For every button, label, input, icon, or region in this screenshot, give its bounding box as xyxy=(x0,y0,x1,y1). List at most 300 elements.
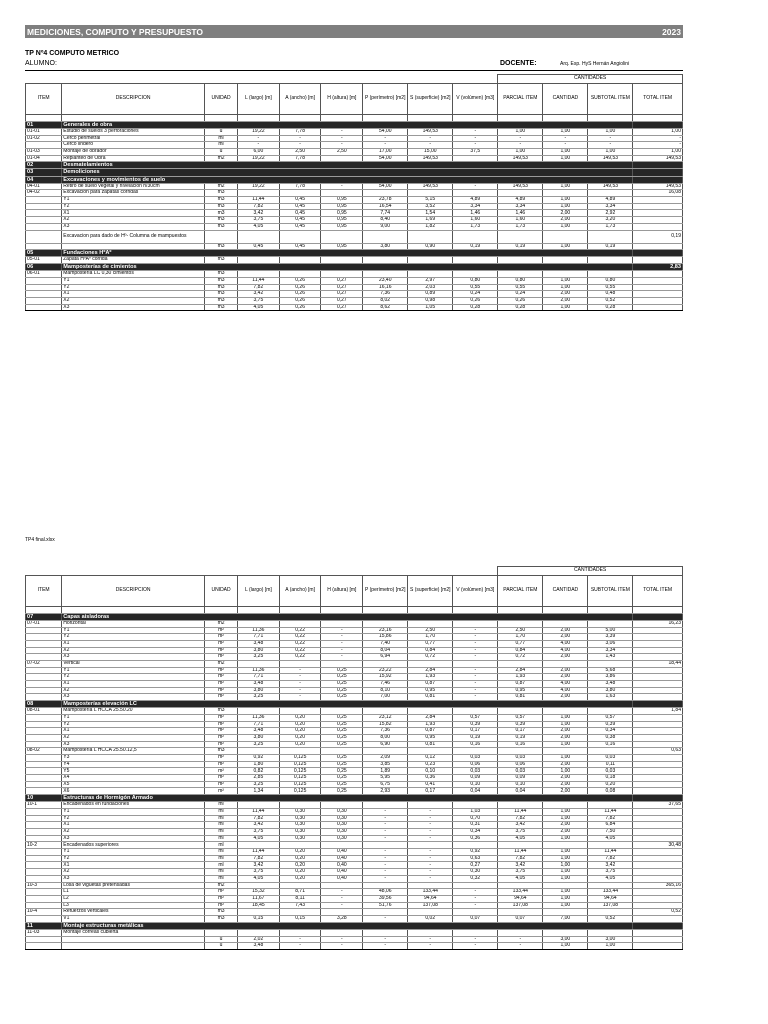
cell-description: Y2 xyxy=(62,815,205,822)
cell-unit: m² xyxy=(205,741,238,748)
cell-largo: 3,75 xyxy=(238,869,280,876)
cell-superficie xyxy=(408,230,453,243)
cell-parcial: 0,24 xyxy=(498,291,543,298)
cell-item-code xyxy=(26,674,62,681)
cell-largo: 11,36 xyxy=(238,627,280,634)
table-row xyxy=(26,734,683,741)
cell-cantidad: 7,00 xyxy=(543,915,588,922)
header-spacer xyxy=(408,567,453,576)
cell-total: 365,16 xyxy=(633,882,683,889)
cell-parcial xyxy=(498,909,543,916)
cell-ancho: 0,20 xyxy=(279,869,321,876)
blank-row xyxy=(26,115,683,122)
table-row xyxy=(26,781,683,788)
cell-subtotal: 0,08 xyxy=(588,788,633,795)
cell-ancho: 0,30 xyxy=(279,822,321,829)
cell-total: 16,23 xyxy=(633,620,683,627)
column-header-ancho: A (ancho) [m] xyxy=(279,576,321,607)
cell-superficie xyxy=(408,271,453,278)
table-row xyxy=(26,936,683,943)
cell-cantidad: 4,00 xyxy=(543,647,588,654)
cell-largo: 7,82 xyxy=(238,284,280,291)
cell-ancho: 7,43 xyxy=(279,902,321,909)
cell-perimetro: - xyxy=(363,815,408,822)
cell-ancho: - xyxy=(279,135,321,142)
cell-volumen: 0,32 xyxy=(453,875,498,882)
cell-subtotal xyxy=(588,708,633,715)
cell-description: Y3 xyxy=(62,755,205,762)
cell-unit: m² xyxy=(205,768,238,775)
cell-item-code xyxy=(26,741,62,748)
cell-volumen: 0,92 xyxy=(453,849,498,856)
cell-altura xyxy=(321,802,363,809)
cell-ancho: 0,26 xyxy=(279,277,321,284)
cell-unit: ml xyxy=(205,875,238,882)
cell-superficie xyxy=(408,620,453,627)
cell-subtotal: - xyxy=(588,135,633,142)
cell-description: Montaje de obrador xyxy=(62,148,205,155)
cell-unit: m3 xyxy=(205,257,238,264)
cell-volumen xyxy=(453,660,498,667)
cell-cantidad xyxy=(543,909,588,916)
cell-altura xyxy=(321,708,363,715)
cell-description: X3 xyxy=(62,741,205,748)
cell-altura: 0,95 xyxy=(321,210,363,217)
cell-largo: - xyxy=(238,142,280,149)
cell-total xyxy=(633,849,683,856)
cell-description: Losa de viguetas pretensadas xyxy=(62,882,205,889)
cell-ancho xyxy=(279,660,321,667)
cell-subtotal: 4,05 xyxy=(588,835,633,842)
header-spacer xyxy=(408,75,453,84)
cell-volumen: - xyxy=(453,128,498,135)
cell-volumen: 0,09 xyxy=(453,775,498,782)
table-row xyxy=(26,775,683,782)
tp-heading: TP Nº4 COMPUTO METRICO xyxy=(25,50,120,57)
cell-ancho xyxy=(279,882,321,889)
cell-superficie: - xyxy=(408,943,453,950)
section-code: 03 xyxy=(26,169,62,176)
cell-ancho: 0,30 xyxy=(279,815,321,822)
cell-total xyxy=(633,654,683,661)
cell-subtotal: 1,63 xyxy=(588,694,633,701)
column-header-volumen: V (volúmen) [m3] xyxy=(453,84,498,115)
cell-cantidad xyxy=(543,708,588,715)
cantidades-header: CANTIDADES xyxy=(498,567,683,576)
cell-parcial: 137,08 xyxy=(498,902,543,909)
cell-unit: m3 xyxy=(205,223,238,230)
cell-largo: 4,05 xyxy=(238,304,280,311)
cell-subtotal xyxy=(588,271,633,278)
cell-perimetro xyxy=(363,909,408,916)
cell-description: Y2 xyxy=(62,855,205,862)
cell-unit: m3 xyxy=(205,197,238,204)
table-row xyxy=(26,634,683,641)
cell-altura: 0,25 xyxy=(321,667,363,674)
cell-largo: 3,48 xyxy=(238,943,280,950)
cell-item-code xyxy=(26,862,62,869)
cell-superficie xyxy=(408,708,453,715)
table-row xyxy=(26,902,683,909)
cell-parcial: 0,80 xyxy=(498,277,543,284)
cell-perimetro: 7,36 xyxy=(363,728,408,735)
cell-subtotal: 11,44 xyxy=(588,808,633,815)
cell-cantidad: 2,00 xyxy=(543,627,588,634)
cell-perimetro: 51,76 xyxy=(363,902,408,909)
cell-item-code xyxy=(26,142,62,149)
cell-item-code xyxy=(26,223,62,230)
cell-ancho: 0,45 xyxy=(279,197,321,204)
cell-altura xyxy=(321,620,363,627)
cell-perimetro: 7,40 xyxy=(363,640,408,647)
cell-subtotal: 2,92 xyxy=(588,210,633,217)
table-row xyxy=(26,849,683,856)
table-row xyxy=(26,694,683,701)
cell-superficie: 0,10 xyxy=(408,768,453,775)
cell-description: Y1 xyxy=(62,277,205,284)
cell-total: 0,63 xyxy=(633,748,683,755)
cell-cantidad: 2,00 xyxy=(543,694,588,701)
cell-cantidad xyxy=(543,802,588,809)
cell-largo: 19,22 xyxy=(238,128,280,135)
cell-ancho: 0,20 xyxy=(279,741,321,748)
cell-largo: 0,92 xyxy=(238,755,280,762)
cell-perimetro: 3,85 xyxy=(363,761,408,768)
cell-subtotal: 0,48 xyxy=(588,291,633,298)
cell-cantidad: 2,00 xyxy=(543,217,588,224)
cell-superficie xyxy=(408,257,453,264)
cell-largo xyxy=(238,271,280,278)
cell-cantidad: 1,00 xyxy=(543,714,588,721)
cell-description: Cerco perimetral xyxy=(62,135,205,142)
cell-unit: ml xyxy=(205,135,238,142)
header-row-columns xyxy=(26,576,683,607)
table-row xyxy=(26,297,683,304)
cell-parcial: 0,26 xyxy=(498,297,543,304)
cell-superficie: 133,44 xyxy=(408,889,453,896)
table-row xyxy=(26,755,683,762)
section-code: 11 xyxy=(26,922,62,929)
cell-volumen: - xyxy=(453,135,498,142)
cell-parcial: 0,17 xyxy=(498,728,543,735)
cell-total xyxy=(633,223,683,230)
cell-volumen xyxy=(453,190,498,197)
section-total xyxy=(633,162,683,169)
cell-altura xyxy=(321,929,363,936)
column-header-total: TOTAL ITEM xyxy=(633,84,683,115)
cell-largo xyxy=(238,230,280,243)
cell-cantidad: 1,00 xyxy=(543,277,588,284)
cell-parcial: 3,34 xyxy=(498,203,543,210)
cell-perimetro: 2,09 xyxy=(363,755,408,762)
cell-ancho: 0,20 xyxy=(279,875,321,882)
cell-ancho: - xyxy=(279,936,321,943)
cell-perimetro: 23,40 xyxy=(363,277,408,284)
cell-volumen xyxy=(453,748,498,755)
cell-ancho: 0,22 xyxy=(279,647,321,654)
cell-item-code xyxy=(26,788,62,795)
cell-parcial xyxy=(498,802,543,809)
cell-perimetro: 8,00 xyxy=(363,734,408,741)
table-row xyxy=(26,284,683,291)
cell-altura: - xyxy=(321,183,363,190)
cell-volumen: 0,80 xyxy=(453,277,498,284)
cell-unit: m3 xyxy=(205,217,238,224)
cell-cantidad: 1,00 xyxy=(543,243,588,250)
cell-perimetro: - xyxy=(363,943,408,950)
cell-total xyxy=(633,741,683,748)
cell-superficie: 94,64 xyxy=(408,895,453,902)
cell-volumen: 0,55 xyxy=(453,284,498,291)
cell-largo: 3,80 xyxy=(238,734,280,741)
cell-item-code xyxy=(26,647,62,654)
cell-ancho: - xyxy=(279,694,321,701)
cell-total xyxy=(633,271,683,278)
cell-description: Estudio de suelos 3 perforaciones xyxy=(62,128,205,135)
cell-unit: m3 xyxy=(205,271,238,278)
cell-description: X1 xyxy=(62,291,205,298)
cell-perimetro: 15,92 xyxy=(363,674,408,681)
cell-superficie: 0,90 xyxy=(408,243,453,250)
cell-item-code xyxy=(26,768,62,775)
cell-perimetro: 17,00 xyxy=(363,148,408,155)
cell-perimetro: 6,94 xyxy=(363,654,408,661)
cell-item-code: 10-3 xyxy=(26,882,62,889)
cell-total xyxy=(633,889,683,896)
cell-volumen xyxy=(453,620,498,627)
cell-parcial: 0,09 xyxy=(498,775,543,782)
cell-perimetro: 16,16 xyxy=(363,284,408,291)
cell-largo: 1,34 xyxy=(238,788,280,795)
cell-description: X2 xyxy=(62,217,205,224)
cell-volumen: - xyxy=(453,627,498,634)
cell-total xyxy=(633,815,683,822)
cell-altura: - xyxy=(321,654,363,661)
cell-perimetro xyxy=(363,190,408,197)
cell-perimetro: 54,00 xyxy=(363,128,408,135)
cell-superficie xyxy=(408,842,453,849)
cell-superficie: - xyxy=(408,135,453,142)
cell-total xyxy=(633,197,683,204)
cell-subtotal: 3,80 xyxy=(588,687,633,694)
cell-cantidad: 2,00 xyxy=(543,667,588,674)
cell-parcial xyxy=(498,748,543,755)
section-row xyxy=(26,176,683,183)
cell-superficie: 15,00 xyxy=(408,148,453,155)
cell-largo xyxy=(238,929,280,936)
cell-parcial: - xyxy=(498,943,543,950)
cell-cantidad: 1,00 xyxy=(543,284,588,291)
cell-total xyxy=(633,217,683,224)
cell-volumen xyxy=(453,882,498,889)
section-code: 06 xyxy=(26,264,62,271)
table-row xyxy=(26,855,683,862)
cell-altura: 0,25 xyxy=(321,741,363,748)
section-row xyxy=(26,250,683,257)
cell-perimetro: - xyxy=(363,835,408,842)
document-year: 2023 xyxy=(662,26,681,37)
cell-subtotal: 0,16 xyxy=(588,741,633,748)
table-row xyxy=(26,768,683,775)
cell-description: L3 xyxy=(62,902,205,909)
cell-volumen: - xyxy=(453,634,498,641)
cell-unit: m² xyxy=(205,687,238,694)
cell-perimetro: - xyxy=(363,936,408,943)
cell-altura: - xyxy=(321,936,363,943)
cell-altura: 0,95 xyxy=(321,223,363,230)
cell-cantidad: 1,00 xyxy=(543,849,588,856)
cell-ancho: 0,30 xyxy=(279,808,321,815)
cell-perimetro: 6,75 xyxy=(363,781,408,788)
cell-superficie: 3,52 xyxy=(408,203,453,210)
cell-cantidad: 2,00 xyxy=(543,297,588,304)
cell-item-code xyxy=(26,694,62,701)
cell-largo: 3,42 xyxy=(238,291,280,298)
cell-subtotal: 133,44 xyxy=(588,889,633,896)
cell-total xyxy=(633,687,683,694)
cell-ancho: 0,45 xyxy=(279,217,321,224)
cell-total xyxy=(633,291,683,298)
cell-total xyxy=(633,304,683,311)
cell-superficie: 2,84 xyxy=(408,714,453,721)
cell-altura: 0,40 xyxy=(321,869,363,876)
computo-table-page-2 xyxy=(25,566,683,950)
cell-parcial: - xyxy=(498,936,543,943)
cell-subtotal: 0,34 xyxy=(588,728,633,735)
cell-parcial: 1,00 xyxy=(498,128,543,135)
cell-cantidad: 2,00 xyxy=(543,761,588,768)
cell-ancho: 0,45 xyxy=(279,203,321,210)
cell-subtotal: 3,06 xyxy=(588,640,633,647)
cell-cantidad: 1,00 xyxy=(543,855,588,862)
section-row xyxy=(26,922,683,929)
cell-description: Encadenados superiores xyxy=(62,842,205,849)
table-row xyxy=(26,875,683,882)
cell-parcial: 1,46 xyxy=(498,210,543,217)
cell-ancho: - xyxy=(279,674,321,681)
cell-volumen: - xyxy=(453,902,498,909)
cell-unit: m² xyxy=(205,674,238,681)
cell-description: X1 xyxy=(62,822,205,829)
cell-largo xyxy=(238,190,280,197)
cell-subtotal: 1,43 xyxy=(588,654,633,661)
cell-perimetro: 9,00 xyxy=(363,223,408,230)
cell-cantidad: 2,00 xyxy=(543,775,588,782)
cell-description: X1 xyxy=(62,640,205,647)
cell-parcial: - xyxy=(498,142,543,149)
cell-ancho: 0,20 xyxy=(279,849,321,856)
header-spacer xyxy=(238,75,280,84)
cell-total xyxy=(633,674,683,681)
cell-largo: 11,67 xyxy=(238,895,280,902)
cell-volumen: 0,57 xyxy=(453,714,498,721)
cell-cantidad: 2,00 xyxy=(543,634,588,641)
cell-largo: 3,48 xyxy=(238,728,280,735)
cell-item-code xyxy=(26,243,62,250)
cell-volumen: 0,19 xyxy=(453,243,498,250)
cell-superficie xyxy=(408,802,453,809)
cell-parcial: 3,75 xyxy=(498,869,543,876)
table-row xyxy=(26,640,683,647)
cell-perimetro: 8,04 xyxy=(363,647,408,654)
cell-volumen: 0,36 xyxy=(453,835,498,842)
table-row xyxy=(26,835,683,842)
cell-perimetro: - xyxy=(363,808,408,815)
cell-largo: 19,22 xyxy=(238,183,280,190)
cell-item-code xyxy=(26,895,62,902)
cell-total xyxy=(633,829,683,836)
column-header-total: TOTAL ITEM xyxy=(633,576,683,607)
cell-superficie xyxy=(408,660,453,667)
cell-altura: 3,28 xyxy=(321,915,363,922)
section-total xyxy=(633,176,683,183)
cell-unit: m² xyxy=(205,902,238,909)
table-row xyxy=(26,687,683,694)
column-header-volumen: V (volúmen) [m3] xyxy=(453,576,498,607)
table-row xyxy=(26,277,683,284)
column-header-item: ITEM xyxy=(26,84,62,115)
cell-unit: ml xyxy=(205,802,238,809)
section-title: Generales de obra xyxy=(62,121,633,128)
cell-subtotal: 3,39 xyxy=(588,634,633,641)
cell-parcial: 0,39 xyxy=(498,721,543,728)
cell-volumen: 0,70 xyxy=(453,815,498,822)
cell-cantidad: 2,00 xyxy=(543,734,588,741)
cell-cantidad: 1,00 xyxy=(543,889,588,896)
cell-ancho xyxy=(279,708,321,715)
cell-volumen: 0,17 xyxy=(453,728,498,735)
cell-total xyxy=(633,855,683,862)
cell-unit: m2 xyxy=(205,155,238,162)
cell-perimetro xyxy=(363,271,408,278)
cell-superficie: - xyxy=(408,815,453,822)
cell-largo: 4,05 xyxy=(238,223,280,230)
cell-altura: - xyxy=(321,895,363,902)
cell-parcial: 11,44 xyxy=(498,849,543,856)
cell-altura: 0,40 xyxy=(321,855,363,862)
cell-item-code: 01-03 xyxy=(26,148,62,155)
table-row xyxy=(26,190,683,197)
cell-item-code xyxy=(26,654,62,661)
cell-volumen: - xyxy=(453,654,498,661)
cell-item-code: 04-01 xyxy=(26,183,62,190)
cell-total: 1,84 xyxy=(633,708,683,715)
cell-cantidad: 1,00 xyxy=(543,875,588,882)
cell-description: L2 xyxy=(62,895,205,902)
cell-perimetro xyxy=(363,802,408,809)
cell-item-code xyxy=(26,829,62,836)
cell-description: X3 xyxy=(62,875,205,882)
cell-superficie: 1,69 xyxy=(408,217,453,224)
cell-volumen: - xyxy=(453,936,498,943)
cell-item-code: 07-01 xyxy=(26,620,62,627)
cell-superficie: - xyxy=(408,829,453,836)
cell-cantidad: 1,00 xyxy=(543,835,588,842)
cell-description: Y1 xyxy=(62,667,205,674)
cell-superficie: 149,53 xyxy=(408,128,453,135)
cell-ancho: 0,125 xyxy=(279,761,321,768)
cell-volumen: 0,34 xyxy=(453,829,498,836)
cell-perimetro: 8,02 xyxy=(363,297,408,304)
section-title: Mamposterías elevación LC xyxy=(62,701,633,708)
cell-description: Y2 xyxy=(62,634,205,641)
cell-item-code xyxy=(26,835,62,842)
cell-altura: - xyxy=(321,889,363,896)
cell-largo: 3,75 xyxy=(238,829,280,836)
section-title: Estructuras de Hormigón Armado xyxy=(62,795,633,802)
docente-label: DOCENTE: xyxy=(500,60,537,67)
cell-superficie: - xyxy=(408,142,453,149)
